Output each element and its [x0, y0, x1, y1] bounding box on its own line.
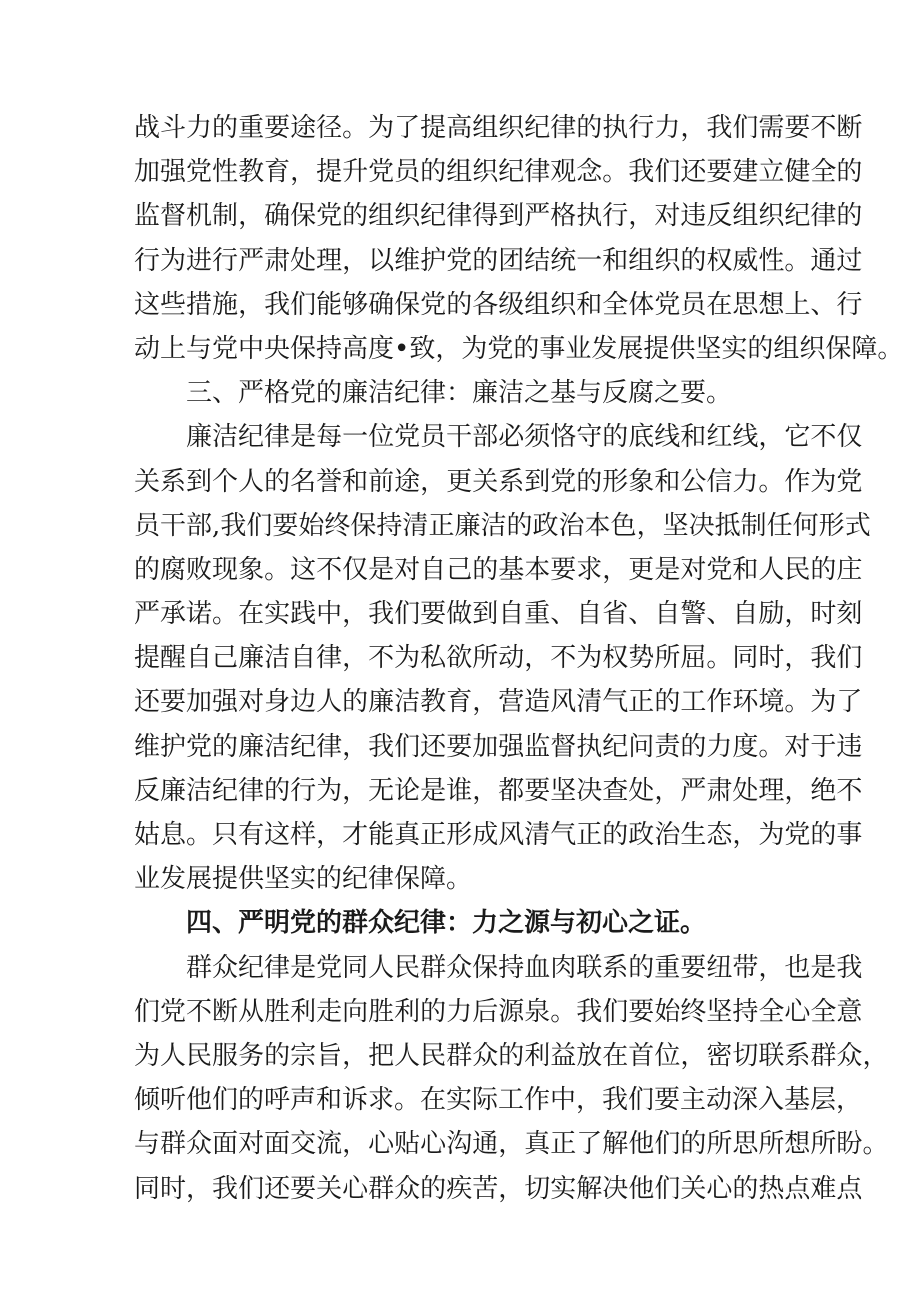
text-line: 们 党 不 断 从 胜 利 走 向 胜 利 的 力 后 源 泉 。 我 们 要 始 终 坚 持 全 心 全 意: [134, 996, 863, 1027]
body-text: [134, 106, 904, 1211]
text-line: 倾听他们的呼声和诉求。在实际工作中，我们要主动深入基层，: [134, 1085, 863, 1116]
section-heading-3: 三、严格党的廉洁纪律：廉洁之基与反腐之要。: [186, 378, 733, 409]
text-line: 加 强 党 性 教 育 ， 提 升 党 员 的 组 织 纪 律 观 念 。 我 们 还 要 建 立 健 全 的: [134, 157, 863, 188]
text-line: 严 承 诺 。 在 实 践 中 ， 我 们 要 做 到 自 重 、 自 省 、 自 警 、 自 励 ， 时 刻: [134, 599, 863, 630]
text-line: 行 为 进 行 严 肃 处 理 ， 以 维 护 党 的 团 结 统 一 和 组 织 的 权 威 性 。 通 过: [134, 245, 863, 276]
text-line: 廉 洁 纪 律 是 每 一 位 党 员 干 部 必 须 恪 守 的 底 线 和 红 线 ， 它 不 仅: [186, 422, 863, 453]
text-line: 这 些 措 施 ， 我 们 能 够 确 保 党 的 各 级 组 织 和 全 体 党 员 在 思 想 上 、 行: [134, 289, 863, 320]
text-line: 动上与党中央保持高度•致，为党的事业发展提供坚实的组织保障。: [134, 333, 904, 364]
text-line: 监 督 机 制 ， 确 保 党 的 组 织 纪 律 得 到 严 格 执 行 ， 对 违 反 组 织 纪 律 的: [134, 201, 863, 232]
text-line: 同 时 ， 我 们 还 要 关 心 群 众 的 疾 苦 ， 切 实 解 决 他 们 关 心 的 热 点 难 点: [134, 1173, 863, 1204]
text-line: 群 众 纪 律 是 党 同 人 民 群 众 保 持 血 肉 联 系 的 重 要 纽 带 ， 也 是 我: [186, 952, 863, 983]
text-line: 还 要 加 强 对 身 边 人 的 廉 洁 教 育 ， 营 造 风 清 气 正 的 工 作 环 境 。 为 了: [134, 687, 863, 718]
text-line: 为 人 民 服 务 的 宗 旨 ， 把 人 民 群 众 的 利 益 放 在 首 位 ， 密 切 联 系 群 众 ，: [134, 1040, 889, 1071]
text-line: 维 护 党 的 廉 洁 纪 律 ， 我 们 还 要 加 强 监 督 执 纪 问 责 的 力 度 。 对 于 违: [134, 731, 863, 762]
text-line: 反 廉 洁 纪 律 的 行 为 ， 无 论 是 谁 ， 都 要 坚 决 查 处 ， 严 肃 处 理 ， 绝 不: [134, 775, 863, 806]
section-heading-4: 四、严明党的群众纪律：力之源与初心之证。: [186, 908, 707, 939]
text-line: 姑 息 。 只 有 这 样 ， 才 能 真 正 形 成 风 清 气 正 的 政 治 生 态 ， 为 党 的 事: [134, 820, 863, 850]
text-line: 关 系 到 个 人 的 名 誉 和 前 途 ， 更 关 系 到 党 的 形 象 和 公 信 力 。 作 为 党: [134, 466, 863, 497]
text-line: 提 醒 自 己 廉 洁 自 律 ， 不 为 私 欲 所 动 ， 不 为 权 势 所 屈 。 同 时 ， 我 们: [134, 643, 863, 674]
text-line: 员 干 部 , 我 们 要 始 终 保 持 清 正 廉 洁 的 政 治 本 色 ， 坚 决 抵 制 任 何 形 式: [134, 510, 871, 541]
text-line: 与 群 众 面 对 面 交 流 ， 心 贴 心 沟 通 ， 真 正 了 解 他 们 的 所 思 所 想 所 盼 。: [134, 1129, 889, 1160]
text-line: 战 斗 力 的 重 要 途 径 。 为 了 提 高 组 织 纪 律 的 执 行 力 ， 我 们 需 要 不 断: [134, 113, 863, 143]
text-line: 业发展提供坚实的纪律保障。: [134, 864, 473, 895]
text-line: 的 腐 败 现 象 。 这 不 仅 是 对 自 己 的 基 本 要 求 ， 更 是 对 党 和 人 民 的 庄: [134, 554, 863, 585]
